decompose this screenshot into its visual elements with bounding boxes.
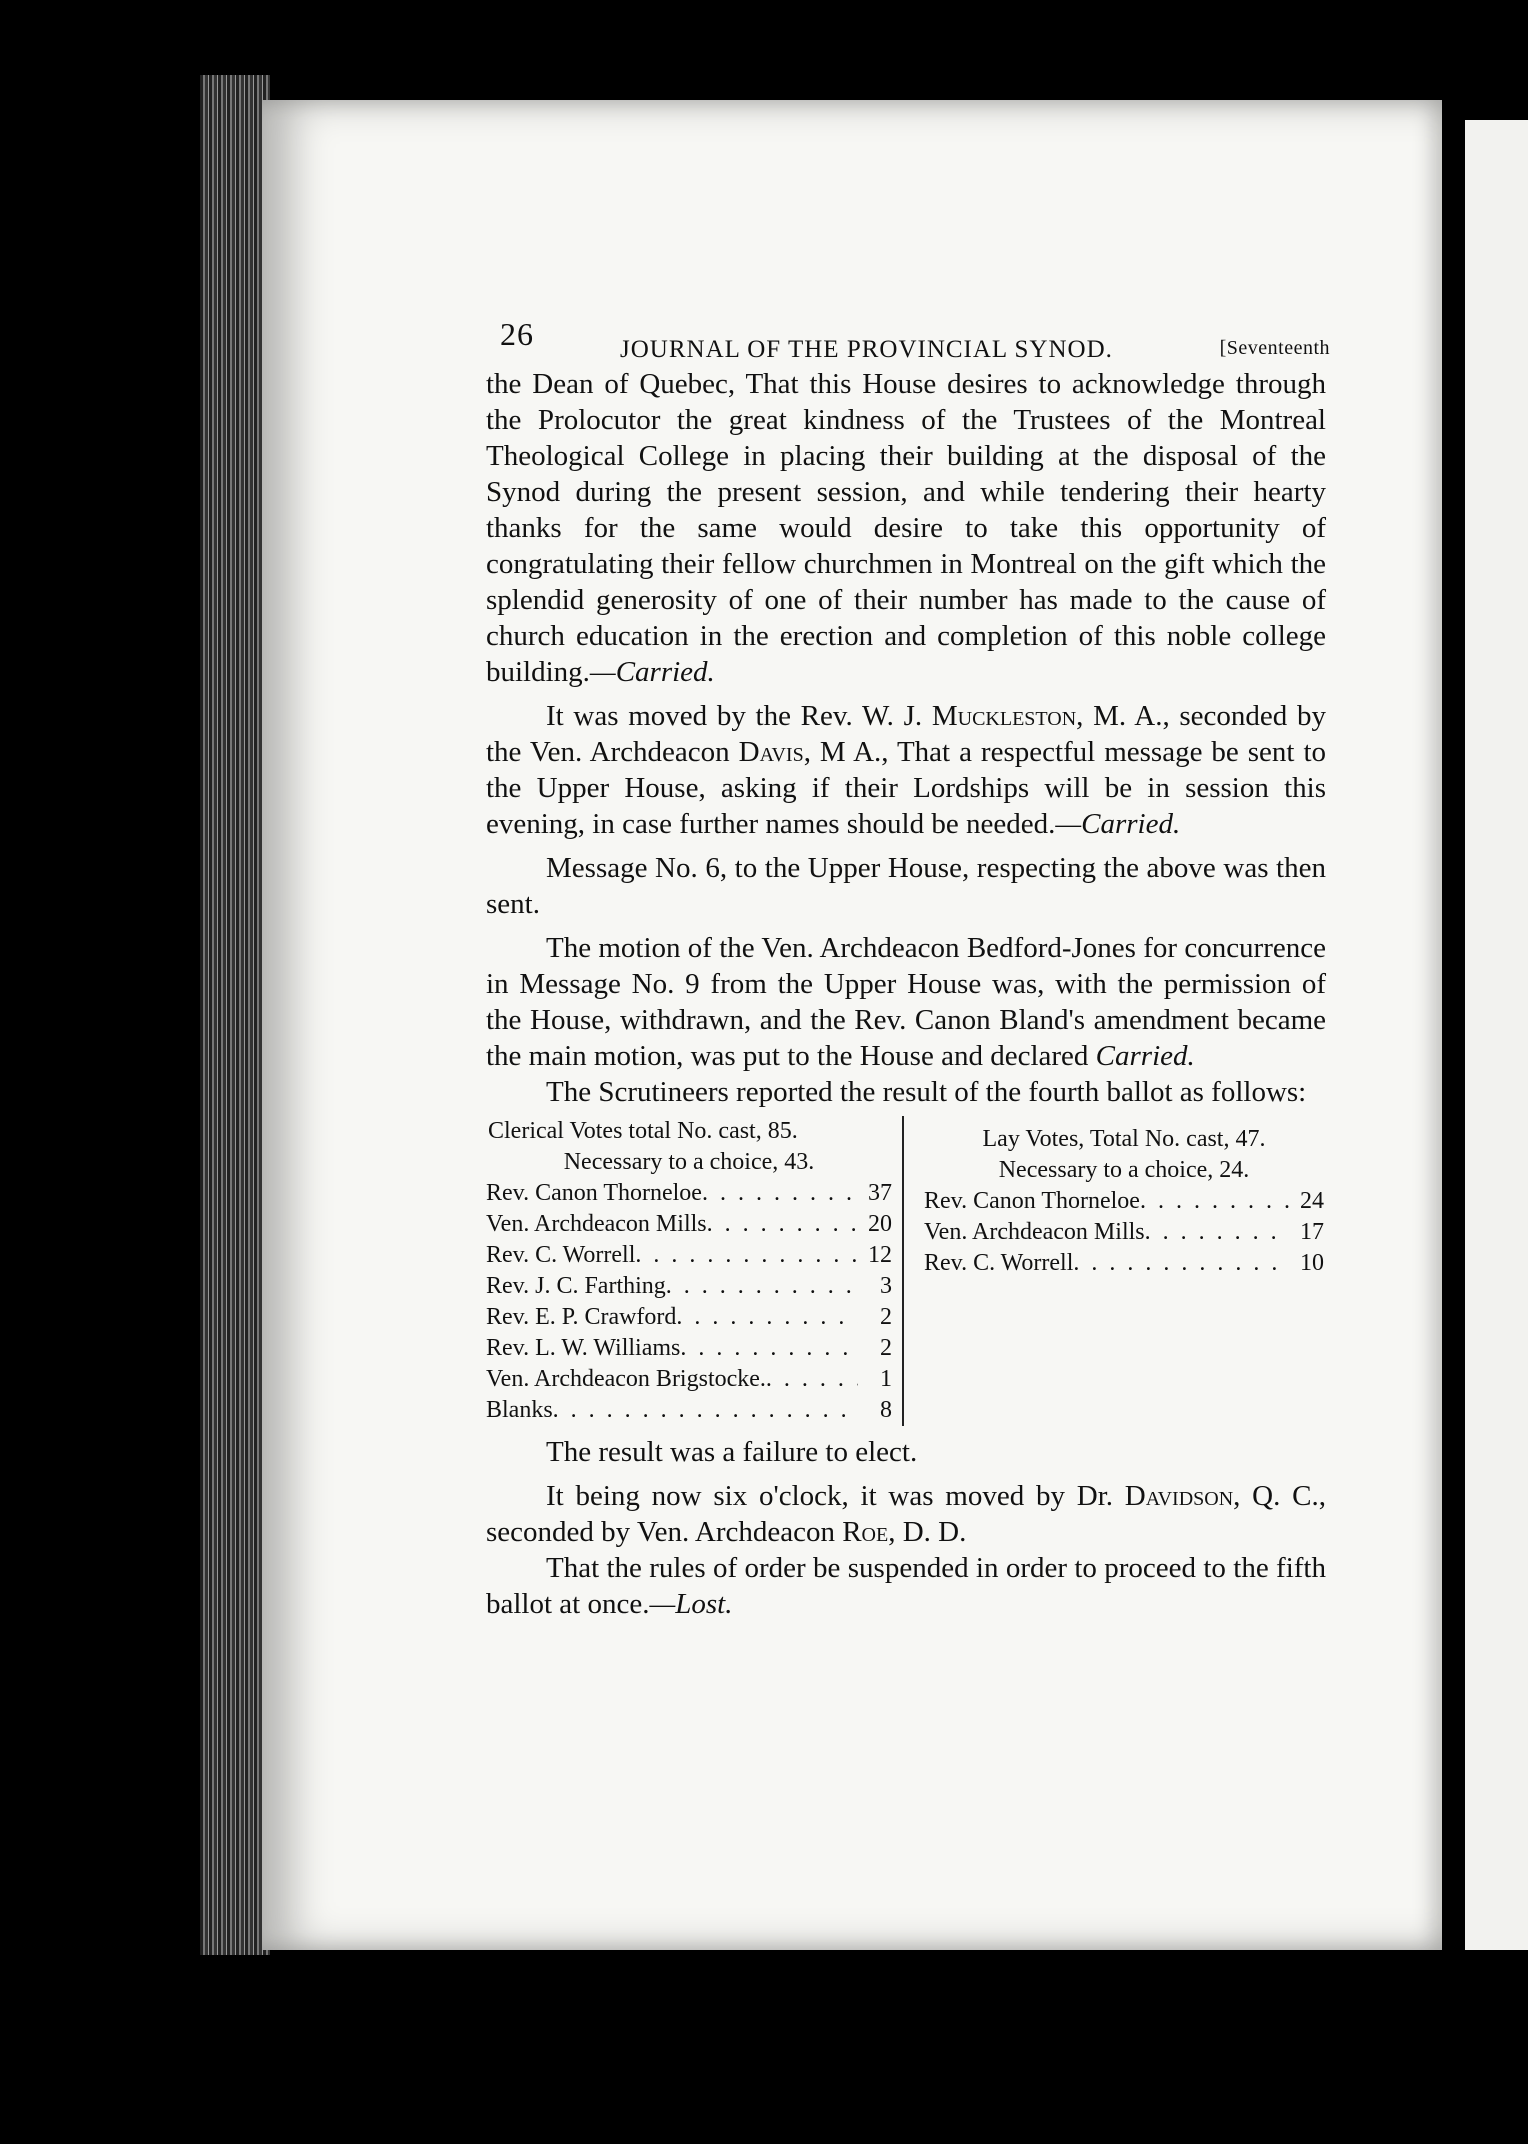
dot-leader [702,1178,858,1209]
clerical-heading: Clerical Votes total No. cast, 85. [488,1118,798,1144]
facing-page-edge [1465,120,1528,1950]
vote-row [486,1395,892,1426]
paragraph-text: , D. D. [888,1516,967,1548]
vote-count: 24 [1300,1188,1324,1214]
vote-row [486,1302,892,1333]
dot-leader [676,1302,858,1333]
result-lost: —Lost. [649,1588,733,1620]
result-carried: —Carried. [589,656,715,688]
candidate-name: Rev. C. Worrell [924,1250,1074,1276]
vote-row [486,1240,892,1271]
paragraph-dean-motion [486,366,1326,690]
paragraph-text: , M. A., seconded by the Ven. Archdeacon [486,700,1326,768]
journal-title: JOURNAL OF THE PROVINCIAL SYNOD. [620,336,1113,363]
clerical-rows [486,1178,892,1426]
section-label: [Seventeenth [1219,337,1330,359]
candidate-name: Ven. Archdeacon Brigstocke. [486,1366,766,1392]
paragraph-text: , M A., That a respectful message be sent to the Upper House, asking if their Lordships will be in session this evening, in case further names should be needed. [486,736,1326,840]
dot-leader [1073,1248,1290,1279]
vote-count: 3 [880,1273,892,1299]
paragraph-muckleston-motion [486,698,1326,842]
vote-row [486,1333,892,1364]
paragraph-text: , Q. C., seconded by Ven. Archdeacon [486,1480,1326,1548]
candidate-name: Rev. J. C. Farthing [486,1273,666,1299]
vote-count: 10 [1300,1250,1324,1276]
paragraph-text: It being now six o'clock, it was moved by Dr. [546,1480,1125,1512]
candidate-name: Rev. Canon Thorneloe [486,1180,702,1206]
vote-count: 1 [880,1366,892,1392]
vote-row [486,1209,892,1240]
candidate-name: Ven. Archdeacon Mills [924,1219,1145,1245]
page-content [486,316,1330,1622]
vote-row [924,1186,1324,1217]
vote-count: 17 [1300,1219,1324,1245]
clerical-votes-table [486,1116,904,1426]
vote-row [924,1248,1324,1279]
candidate-name: Ven. Archdeacon Mills [486,1211,707,1237]
candidate-name: Blanks [486,1397,553,1423]
person-name: Roe [842,1516,889,1548]
candidate-name: Rev. L. W. Williams [486,1335,681,1361]
paragraph-bedford-jones-motion [486,930,1326,1074]
paragraph-message-six: Message No. 6, to the Upper House, respecting the above was then sent. [486,852,1326,920]
vote-count: 8 [880,1397,892,1423]
vote-count: 20 [868,1211,892,1237]
vote-row [486,1364,892,1395]
dot-leader [1145,1217,1290,1248]
result-carried: Carried. [1095,1040,1195,1072]
candidate-name: Rev. C. Worrell [486,1242,636,1268]
vote-row [924,1217,1324,1248]
vote-count: 2 [880,1335,892,1361]
page-number: 26 [500,316,534,352]
candidate-name: Rev. Canon Thorneloe [924,1188,1140,1214]
dot-leader [553,1395,858,1426]
vote-count: 2 [880,1304,892,1330]
dot-leader [766,1364,858,1395]
vote-count: 12 [868,1242,892,1268]
candidate-name: Rev. E. P. Crawford [486,1304,677,1330]
dot-leader [635,1240,858,1271]
lay-necessary: Necessary to a choice, 24. [998,1157,1250,1183]
paragraph-scrutineers: The Scrutineers reported the result of the fourth ballot as follows: [546,1076,1307,1108]
dot-leader [666,1271,858,1302]
vote-row [486,1178,892,1209]
paragraph-text: The motion of the Ven. Archdeacon Bedford-Jones for concurrence in Message No. 9 from the Upper House was, with the permission of the House, withdrawn, and the Rev. Canon Bland's amendment became the main motion, was put to the House and declared [486,932,1326,1072]
ballot-tables [486,1116,1326,1426]
dot-leader [707,1209,858,1240]
paragraph-text: the Dean of Quebec, That this House desires to acknowledge through the Prolocutor the great kindness of the Trustees of the Montreal Theological College in placing their building at the disposal of the Synod during the present session, and while tendering their hearty thanks for the same would desire to take this opportunity of congratulating their fellow churchmen in Montreal on the gift which the splendid generosity of one of their number has made to the cause of church education in the erection and completion of this noble college building. [486,368,1326,688]
paragraph-rules-of-order [486,1550,1326,1622]
vote-count: 37 [868,1180,892,1206]
lay-heading: Lay Votes, Total No. cast, 47. [982,1126,1266,1152]
running-head [486,316,1330,366]
dot-leader [680,1333,858,1364]
paragraph-text: It was moved by the Rev. W. J. [546,700,932,732]
paragraph-text: That the rules of order be suspended in order to proceed to the fifth ballot at once. [486,1552,1326,1620]
paragraph-davidson-motion [486,1478,1326,1550]
result-carried: —Carried. [1055,808,1181,840]
clerical-necessary: Necessary to a choice, 43. [563,1149,815,1175]
person-name: Muckleston [931,700,1077,732]
vote-row [486,1271,892,1302]
person-name: Davidson [1124,1480,1234,1512]
paragraph-failure: The result was a failure to elect. [546,1436,918,1468]
person-name: Davis [738,736,804,768]
dot-leader [1140,1186,1290,1217]
lay-rows [924,1186,1324,1279]
lay-votes-table [904,1116,1324,1426]
page-edges [200,75,270,1955]
